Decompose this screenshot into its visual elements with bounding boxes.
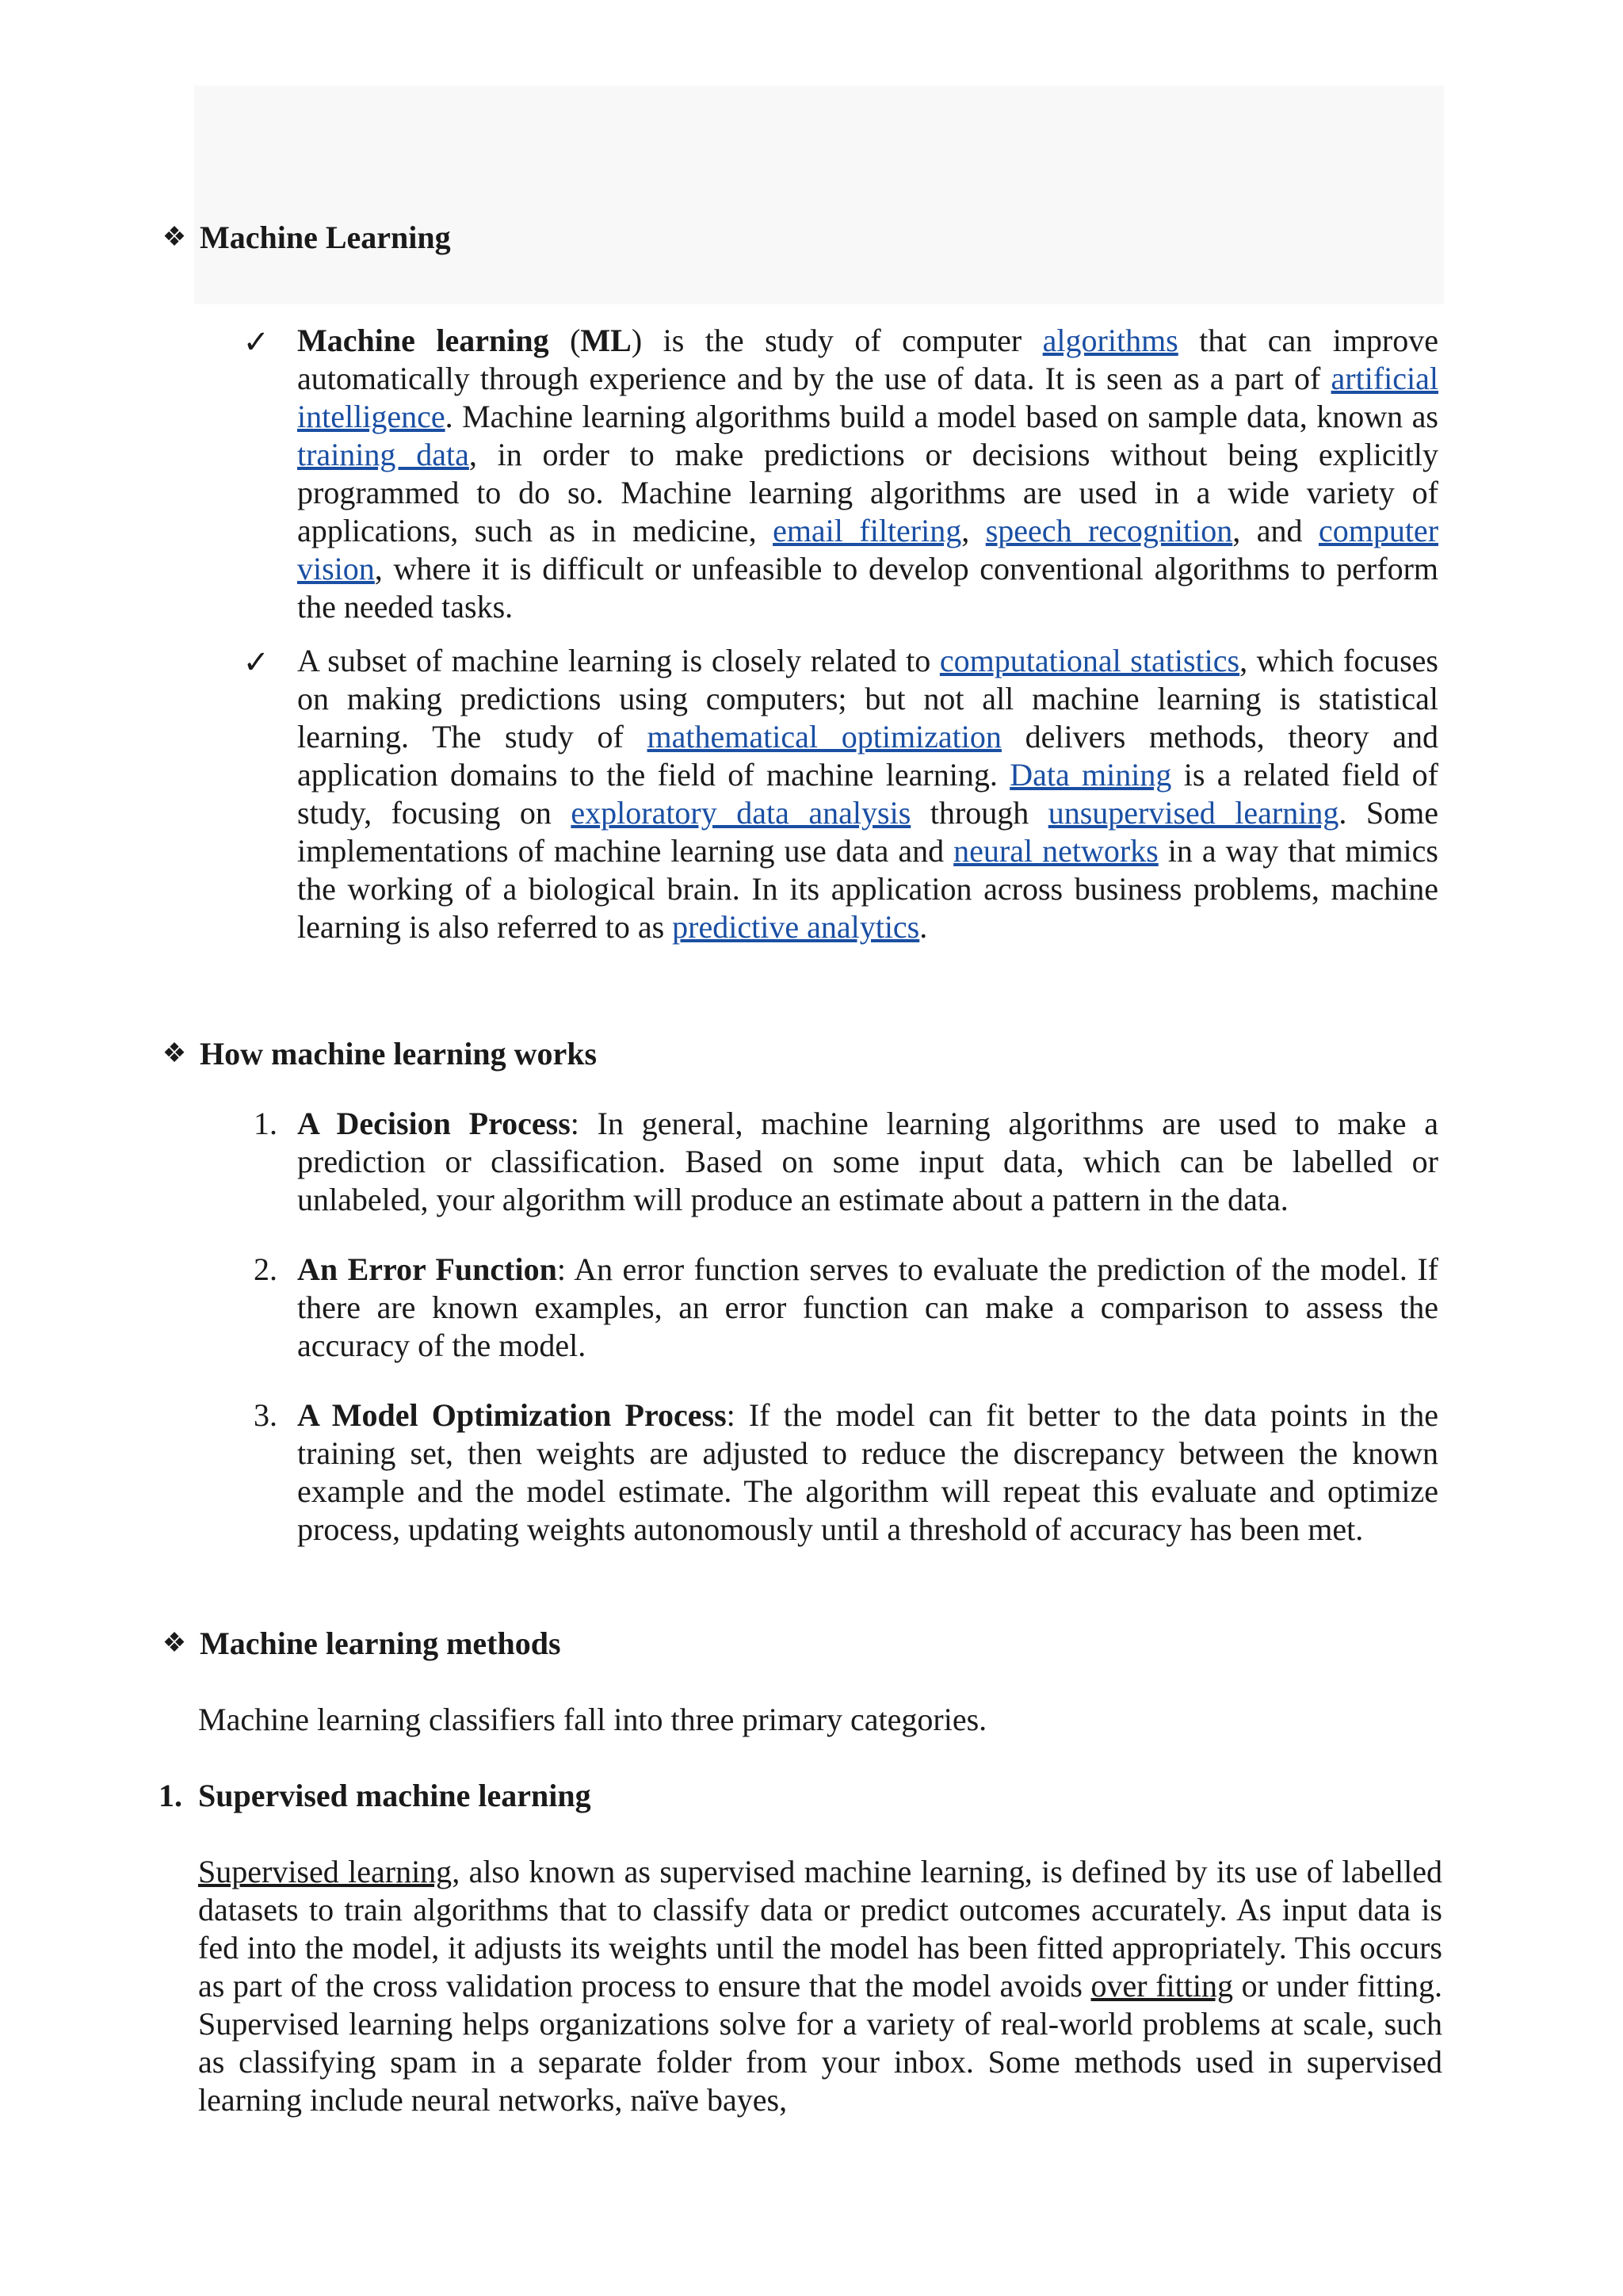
item-term: A Decision Process <box>297 1106 571 1141</box>
list-item-decision-process <box>297 1105 1438 1219</box>
section-title: Machine Learning <box>200 220 451 255</box>
item-term: An Error Function <box>297 1251 557 1287</box>
link-supervised-learning[interactable]: Supervised learning <box>198 1854 453 1889</box>
text: delivers methods, theory and application domains to the field of machine learning. <box>297 719 1439 793</box>
check-bullet-icon: ✓ <box>242 644 269 680</box>
text: through <box>911 795 1048 831</box>
link-artificial-intelligence[interactable]: artificial intelligence <box>297 361 1438 434</box>
item-text: : An error function serves to evaluate the prediction of the model. If there are known examples, an error function can make a comparison to assess the accuracy of the model. <box>297 1251 1438 1363</box>
subsection-title-supervised: Supervised machine learning <box>198 1778 591 1813</box>
methods-intro: Machine learning classifiers fall into three primary categories. <box>198 1702 987 1737</box>
list-item-error-function <box>297 1251 1438 1365</box>
link-neural-networks[interactable]: neural networks <box>953 833 1159 869</box>
item-text: : In general, machine learning algorithms are used to make a prediction or classification. Based on some input data, which can be labelled or unlabeled, your algorithm will produce an estimate about a pattern in the data. <box>297 1106 1438 1217</box>
text: in a way that mimics the working of a biological brain. In its application across business problems, machine learning is also referred to as <box>297 833 1438 945</box>
text: . Some implementations of machine learning use data and <box>297 795 1438 869</box>
text: . Machine learning algorithms build a model based on sample data, known as <box>445 399 1438 434</box>
term-ml: ML <box>580 323 632 358</box>
ml-definition-paragraph <box>297 322 1438 626</box>
link-computer-vision[interactable]: computer vision <box>297 513 1439 586</box>
list-item-model-optimization <box>297 1396 1438 1549</box>
text: , in order to make predictions or decisions without being explicitly programmed to do so. Machine learning algorithms are used in a wide variety of applications, such as in medicine, <box>297 437 1438 548</box>
link-over-fitting[interactable]: over fitting <box>1090 1968 1233 2004</box>
link-data-mining[interactable]: Data mining <box>1010 757 1172 793</box>
diamond-bullet-icon: ❖ <box>162 1039 187 1068</box>
diamond-bullet-icon: ❖ <box>162 1629 187 1658</box>
text: , where it is difficult or unfeasible to develop conventional algorithms to perform the needed tasks. <box>297 551 1438 625</box>
list-number: 1. <box>254 1106 277 1141</box>
check-bullet-icon: ✓ <box>242 324 269 360</box>
section-title: How machine learning works <box>200 1036 598 1072</box>
text: , also known as supervised machine learning, is defined by its use of labelled datasets to train algorithms that to classify data or predict outcomes accurately. As input data is fed into the model, it adjusts its weights until the model has been fitted appropriately. This occurs as part of the cross validation process to ensure that the model avoids <box>198 1854 1442 2004</box>
link-mathematical-optimization[interactable]: mathematical optimization <box>647 719 1002 755</box>
link-exploratory-data-analysis[interactable]: exploratory data analysis <box>571 795 911 831</box>
text: ) is the study of computer <box>631 323 1043 358</box>
text: A subset of machine learning is closely related to <box>297 643 940 678</box>
link-unsupervised-learning[interactable]: unsupervised learning <box>1048 795 1339 831</box>
section-title: Machine learning methods <box>200 1626 561 1661</box>
section-heading-how-ml-works <box>158 1035 597 1073</box>
link-training-data[interactable]: training data <box>297 437 469 472</box>
text: , which focuses on making predictions using computers; but not all machine learning is statistical learning. The study of <box>297 643 1438 755</box>
text: . <box>919 909 928 945</box>
diamond-bullet-icon: ❖ <box>162 223 187 252</box>
text: is a related field of study, focusing on <box>297 757 1438 831</box>
link-predictive-analytics[interactable]: predictive analytics <box>672 909 920 945</box>
link-speech-recognition[interactable]: speech recognition <box>985 513 1233 548</box>
list-number: 2. <box>254 1251 277 1287</box>
header-band <box>194 86 1444 304</box>
text: , <box>961 513 986 548</box>
term-machine-learning: Machine learning <box>297 323 549 358</box>
subsection-number: 1. <box>158 1778 182 1813</box>
text: ( <box>548 323 581 358</box>
item-term: A Model Optimization Process <box>297 1397 727 1433</box>
text: , and <box>1232 513 1319 548</box>
link-computational-statistics[interactable]: computational statistics <box>939 643 1240 678</box>
text: or under fitting. Supervised learning helps organizations solve for a variety of real-world problems at scale, such as classifying spam in a separate folder from your inbox. Some methods used in supervised learning include neural networks, naïve bayes, <box>198 1968 1442 2118</box>
section-heading-ml-methods <box>158 1625 561 1663</box>
ml-subset-paragraph <box>297 642 1438 946</box>
section-heading-machine-learning <box>158 219 451 257</box>
item-text: : If the model can fit better to the data points in the training set, then weights are adjusted to reduce the discrepancy between the known example and the model estimate. The algorithm will repeat this evaluate and optimize process, updating weights autonomously until a threshold of accuracy has been met. <box>297 1397 1439 1547</box>
list-number: 3. <box>254 1397 277 1433</box>
text: that can improve automatically through experience and by the use of data. It is seen as a part of <box>297 323 1438 396</box>
link-email-filtering[interactable]: email filtering <box>773 513 962 548</box>
supervised-paragraph <box>198 1853 1442 2119</box>
link-algorithms[interactable]: algorithms <box>1042 323 1178 358</box>
